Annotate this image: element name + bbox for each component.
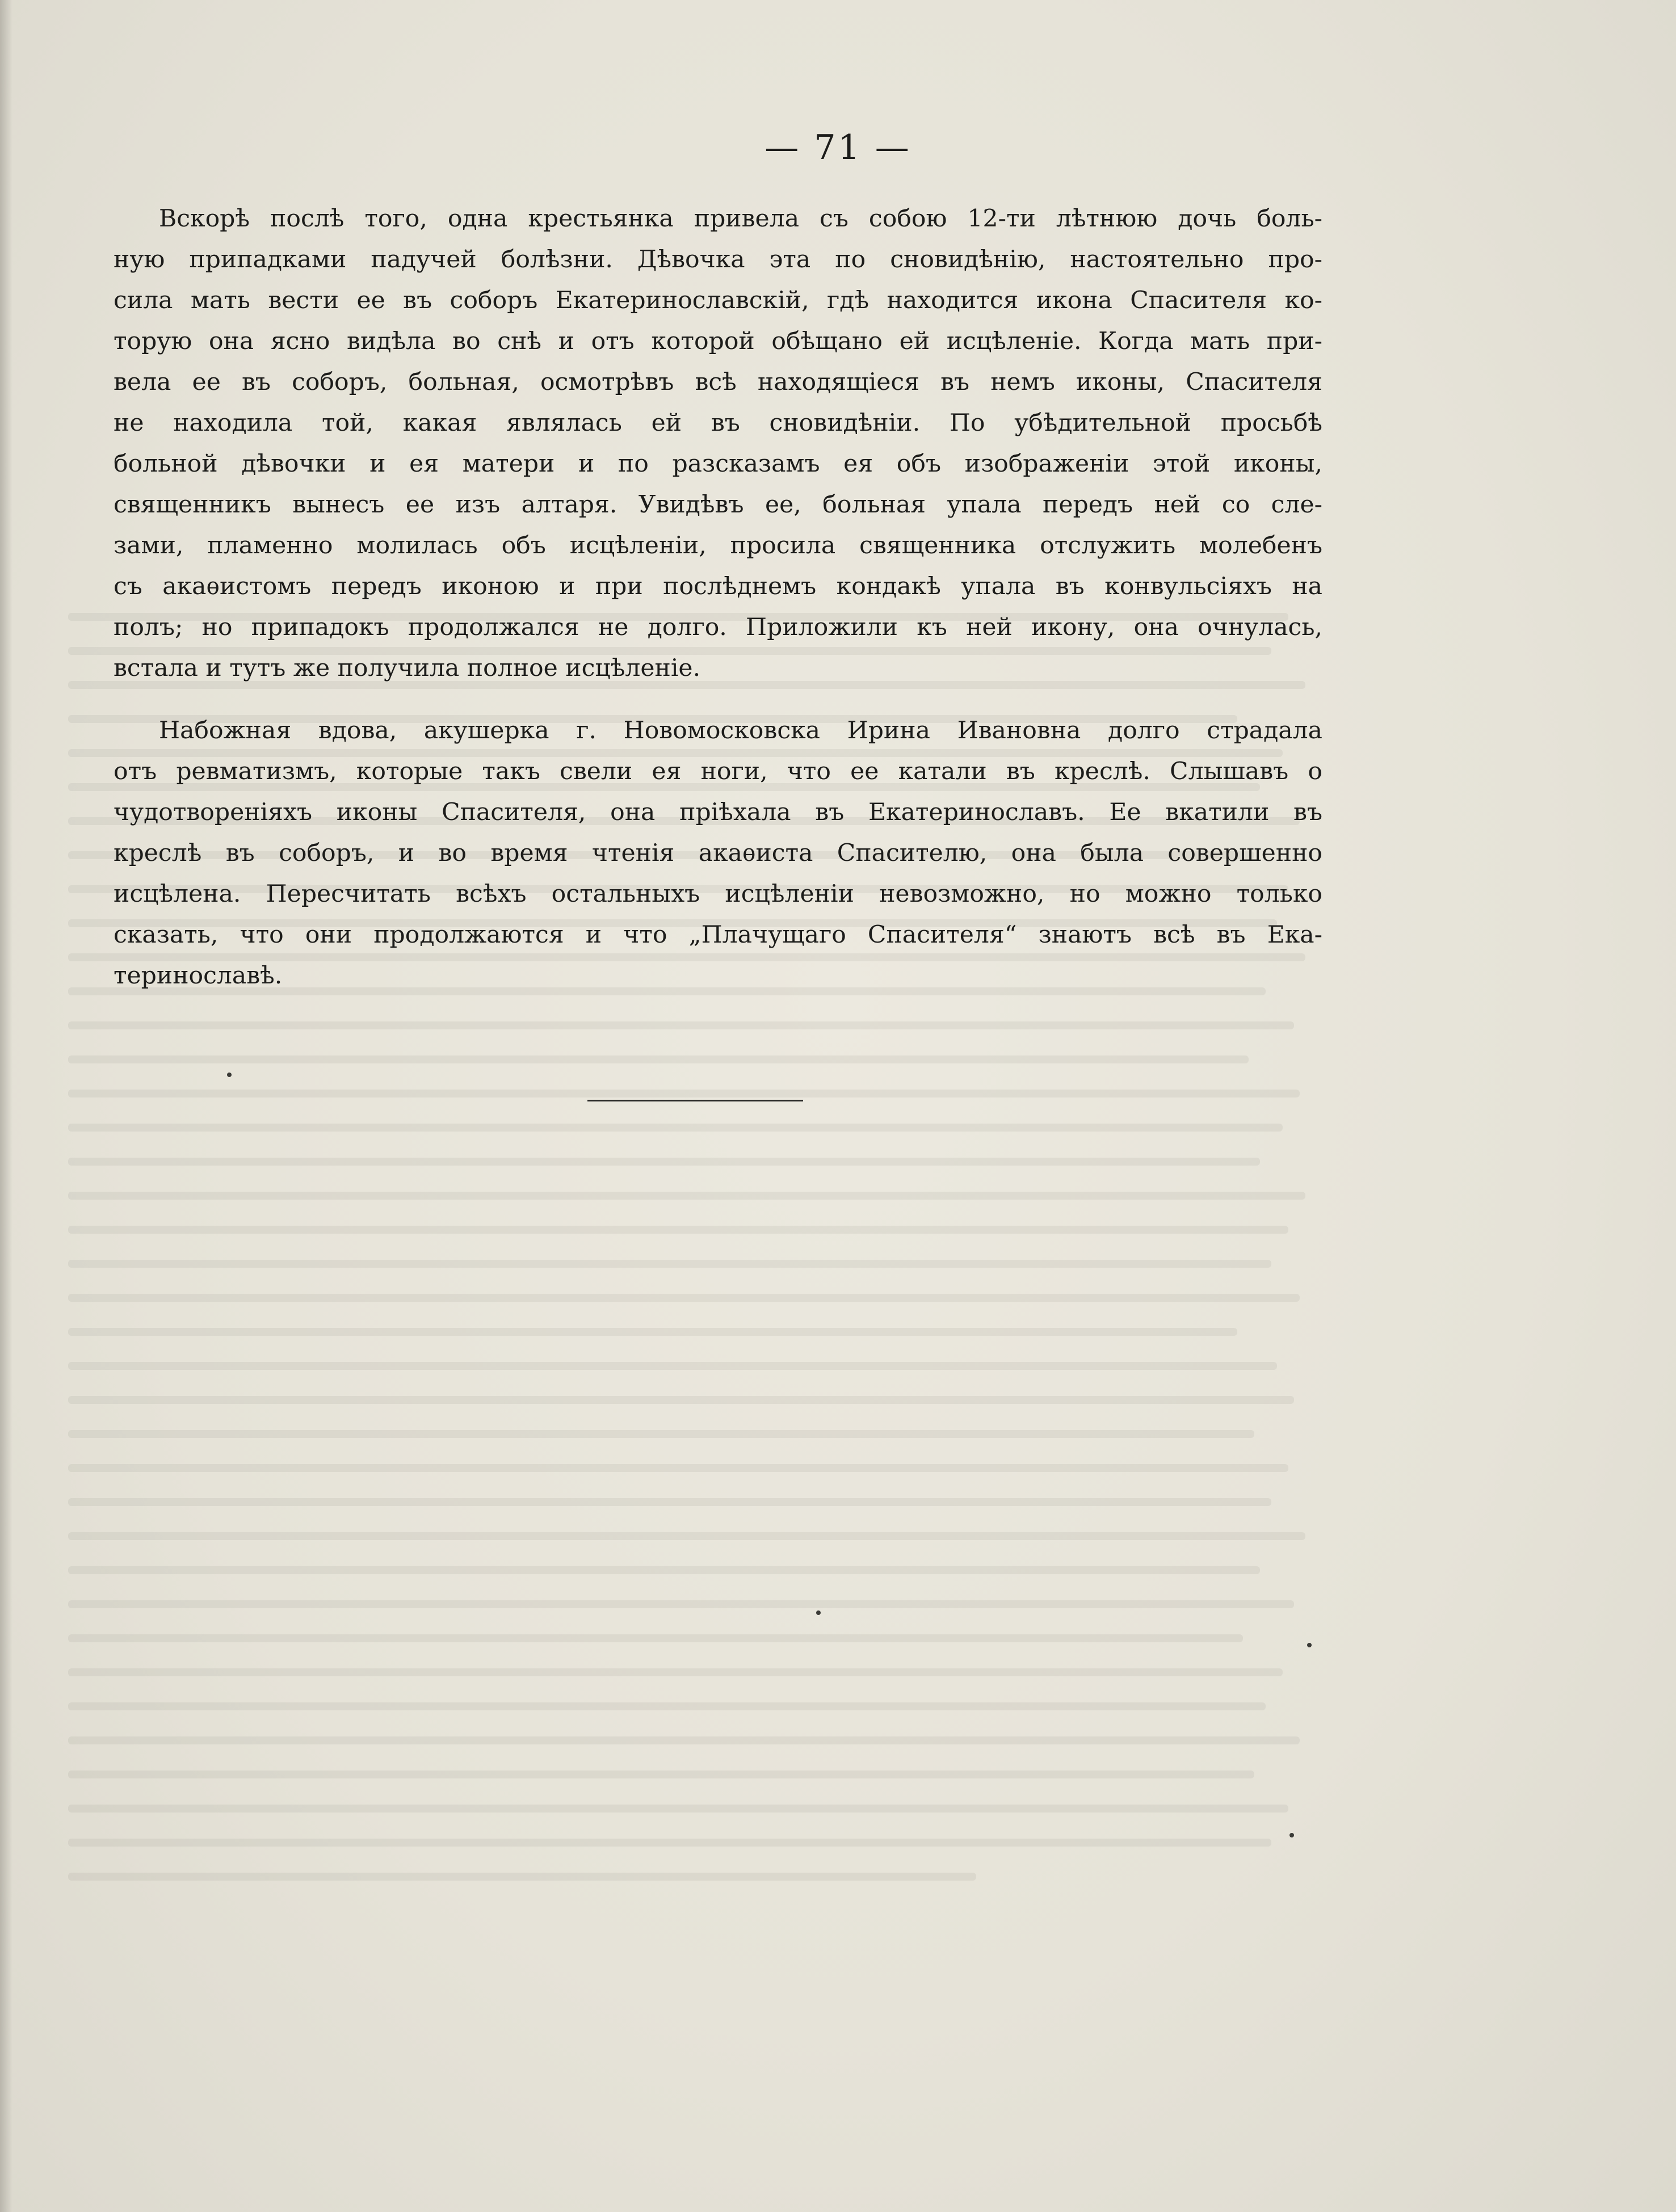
ink-speck [1289, 1833, 1294, 1837]
text-line: съ акаѳистомъ передъ иконою и при послѣднемъ кондакѣ упала въ конвульсіяхъ на [114, 573, 1322, 600]
text-line: вела ее въ соборъ, больная, осмотрѣвъ всѣ находящіеся въ немъ иконы, Спасителя [114, 368, 1322, 396]
paragraph-1 [114, 199, 1322, 689]
main-text [114, 199, 1322, 996]
text-line: священникъ вынесъ ее изъ алтаря. Увидѣвъ ее, больная упала передъ ней со сле- [114, 491, 1322, 519]
text-line: отъ ревматизмъ, которые такъ свели ея ноги, что ее катали въ креслѣ. Слышавъ о [114, 758, 1322, 785]
text-line: сила мать вести ее въ соборъ Екатеринославскій, гдѣ находится икона Спасителя ко- [114, 287, 1322, 314]
text-line: чудотвореніяхъ иконы Спасителя, она пріѣхала въ Екатеринославъ. Ее вкатили въ [114, 798, 1322, 826]
text-line: зами, пламенно молилась объ исцѣленіи, просила священника отслужить молебенъ [114, 532, 1322, 560]
paragraph-2 [114, 710, 1322, 996]
section-divider-rule [587, 1100, 803, 1101]
text-line: теринославѣ. [114, 962, 283, 990]
text-line: креслѣ въ соборъ, и во время чтенія акаѳиста Спасителю, она была совершенно [114, 839, 1322, 867]
text-line: больной дѣвочки и ея матери и по разсказамъ ея объ изображеніи этой иконы, [114, 450, 1322, 478]
page-number: — 71 — [765, 128, 911, 167]
text-line: Набожная вдова, акушерка г. Новомосковска Ирина Ивановна долго страдала [159, 717, 1322, 745]
paragraph-gap [114, 689, 1322, 710]
ink-speck [816, 1610, 821, 1615]
text-line: полъ; но припадокъ продолжался не долго. Приложили къ ней икону, она очнулась, [114, 613, 1322, 641]
text-line: торую она ясно видѣла во снѣ и отъ которой обѣщано ей исцѣленіе. Когда мать при- [114, 327, 1322, 355]
text-line: не находила той, какая являлась ей въ сновидѣніи. По убѣдительной просьбѣ [114, 409, 1322, 437]
ink-speck [227, 1073, 232, 1077]
text-line: сказать, что они продолжаются и что „Плачущаго Спасителя“ знаютъ всѣ въ Ека- [114, 921, 1322, 949]
ink-speck [1307, 1643, 1312, 1647]
text-line: Вскорѣ послѣ того, одна крестьянка привела съ собою 12-ти лѣтнюю дочь боль- [159, 205, 1322, 233]
text-line: ную припадками падучей болѣзни. Дѣвочка эта по сновидѣнію, настоятельно про- [114, 246, 1322, 274]
text-line: встала и тутъ же получила полное исцѣленіе. [114, 654, 701, 682]
page-gutter-shadow [0, 0, 12, 2212]
text-line: исцѣлена. Пересчитать всѣхъ остальныхъ исцѣленіи невозможно, но можно только [114, 880, 1322, 908]
